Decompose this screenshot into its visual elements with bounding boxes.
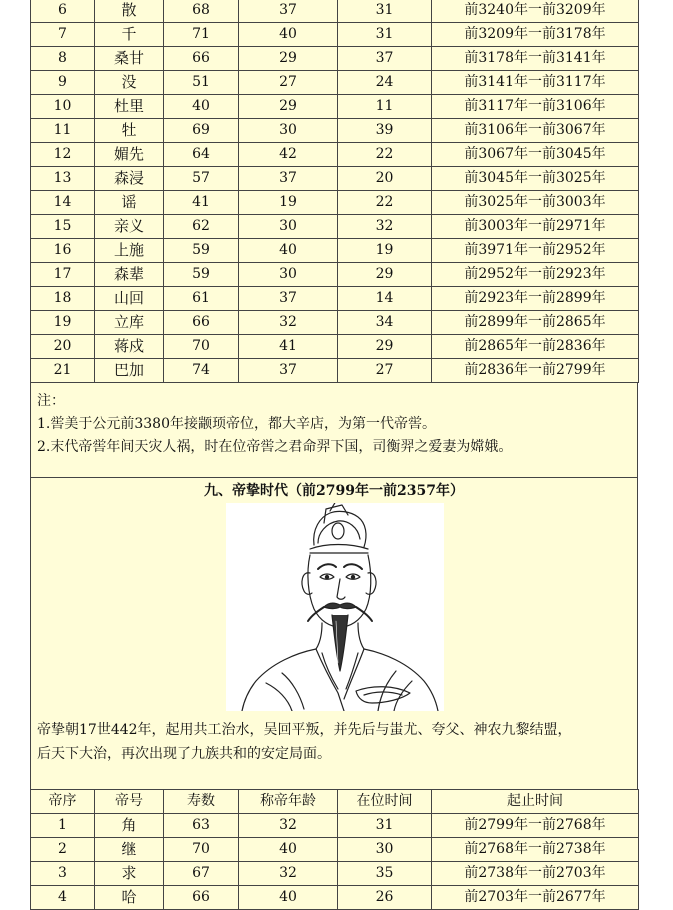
emperor-portrait <box>226 503 444 711</box>
accession-age-cell: 40 <box>239 239 338 263</box>
lifespan-cell: 71 <box>164 23 239 47</box>
table-row <box>31 886 639 910</box>
table-row <box>31 47 639 71</box>
table-row <box>31 71 639 95</box>
reign-length-cell: 29 <box>338 335 432 359</box>
period-cell: 前3045年一前3025年 <box>432 167 639 191</box>
reign-length-cell: 35 <box>338 862 432 886</box>
order-cell: 16 <box>31 239 95 263</box>
emperor-table-top-body <box>31 0 639 383</box>
notes-section <box>31 386 637 478</box>
emperor-table-bottom-body <box>31 814 639 910</box>
lifespan-cell: 74 <box>164 359 239 383</box>
reign-length-cell: 32 <box>338 215 432 239</box>
table-row <box>31 263 639 287</box>
accession-age-cell: 37 <box>239 359 338 383</box>
accession-age-cell: 27 <box>239 71 338 95</box>
order-cell: 14 <box>31 191 95 215</box>
order-cell: 18 <box>31 287 95 311</box>
reign-length-cell: 31 <box>338 0 432 23</box>
accession-age-cell: 40 <box>239 886 338 910</box>
order-cell: 10 <box>31 95 95 119</box>
header-lifespan: 寿数 <box>164 790 239 814</box>
period-cell: 前3971年一前2952年 <box>432 239 639 263</box>
table-row <box>31 862 639 886</box>
title-cell: 杜里 <box>95 95 164 119</box>
period-cell: 前3025年一前3003年 <box>432 191 639 215</box>
accession-age-cell: 40 <box>239 838 338 862</box>
table-row <box>31 119 639 143</box>
header-accession-age: 称帝年龄 <box>239 790 338 814</box>
period-cell: 前3209年一前3178年 <box>432 23 639 47</box>
era-heading: 九、帝挚时代（前2799年一前2357年） <box>204 483 464 499</box>
period-cell: 前3003年一前2971年 <box>432 215 639 239</box>
table-row <box>31 311 639 335</box>
header-order: 帝序 <box>31 790 95 814</box>
table-row <box>31 167 639 191</box>
lifespan-cell: 67 <box>164 862 239 886</box>
reign-length-cell: 22 <box>338 143 432 167</box>
period-cell: 前3178年一前3141年 <box>432 47 639 71</box>
table-row <box>31 335 639 359</box>
table-row <box>31 143 639 167</box>
notes-line-2: 2.末代帝喾年间天灾人祸，时在位帝喾之君命羿下国，司衡羿之爱妻为嫦娥。 <box>37 439 513 455</box>
title-cell: 桑甘 <box>95 47 164 71</box>
period-cell: 前3141年一前3117年 <box>432 71 639 95</box>
title-cell: 没 <box>95 71 164 95</box>
period-cell: 前3117年一前3106年 <box>432 95 639 119</box>
period-cell: 前2923年一前2899年 <box>432 287 639 311</box>
table-row <box>31 287 639 311</box>
accession-age-cell: 32 <box>239 814 338 838</box>
lifespan-cell: 59 <box>164 239 239 263</box>
lifespan-cell: 68 <box>164 0 239 23</box>
table-row <box>31 814 639 838</box>
title-cell: 角 <box>95 814 164 838</box>
order-cell: 7 <box>31 23 95 47</box>
era-description <box>31 718 637 766</box>
lifespan-cell: 66 <box>164 47 239 71</box>
title-cell: 上施 <box>95 239 164 263</box>
lifespan-cell: 66 <box>164 886 239 910</box>
table-row <box>31 95 639 119</box>
header-reign-length: 在位时间 <box>338 790 432 814</box>
order-cell: 17 <box>31 263 95 287</box>
reign-length-cell: 20 <box>338 167 432 191</box>
title-cell: 哈 <box>95 886 164 910</box>
lifespan-cell: 59 <box>164 263 239 287</box>
title-cell: 立库 <box>95 311 164 335</box>
reign-length-cell: 31 <box>338 814 432 838</box>
accession-age-cell: 32 <box>239 311 338 335</box>
title-cell: 巴加 <box>95 359 164 383</box>
title-cell: 散 <box>95 0 164 23</box>
lifespan-cell: 57 <box>164 167 239 191</box>
order-cell: 8 <box>31 47 95 71</box>
order-cell: 2 <box>31 838 95 862</box>
title-cell: 森浸 <box>95 167 164 191</box>
table-row <box>31 359 639 383</box>
era-description-line-1: 帝挚朝17世442年，起用共工治水，吴回平叛，并先后与蚩尤、夸父、神农九黎结盟， <box>37 722 572 738</box>
reign-length-cell: 31 <box>338 23 432 47</box>
accession-age-cell: 19 <box>239 191 338 215</box>
reign-length-cell: 14 <box>338 287 432 311</box>
lifespan-cell: 51 <box>164 71 239 95</box>
accession-age-cell: 40 <box>239 23 338 47</box>
accession-age-cell: 37 <box>239 167 338 191</box>
accession-age-cell: 32 <box>239 862 338 886</box>
period-cell: 前2899年一前2865年 <box>432 311 639 335</box>
notes-title: 注： <box>37 393 65 409</box>
lifespan-cell: 70 <box>164 838 239 862</box>
accession-age-cell: 30 <box>239 215 338 239</box>
period-cell: 前2703年一前2677年 <box>432 886 639 910</box>
lifespan-cell: 40 <box>164 95 239 119</box>
emperor-table-bottom <box>30 789 639 910</box>
accession-age-cell: 37 <box>239 0 338 23</box>
lifespan-cell: 61 <box>164 287 239 311</box>
title-cell: 亲义 <box>95 215 164 239</box>
order-cell: 11 <box>31 119 95 143</box>
order-cell: 20 <box>31 335 95 359</box>
reign-length-cell: 39 <box>338 119 432 143</box>
reign-length-cell: 29 <box>338 263 432 287</box>
table-row <box>31 23 639 47</box>
reign-length-cell: 30 <box>338 838 432 862</box>
period-cell: 前2865年一前2836年 <box>432 335 639 359</box>
accession-age-cell: 37 <box>239 287 338 311</box>
accession-age-cell: 29 <box>239 47 338 71</box>
order-cell: 21 <box>31 359 95 383</box>
period-cell: 前3106年一前3067年 <box>432 119 639 143</box>
lifespan-cell: 70 <box>164 335 239 359</box>
header-title: 帝号 <box>95 790 164 814</box>
reign-length-cell: 34 <box>338 311 432 335</box>
order-cell: 12 <box>31 143 95 167</box>
title-cell: 蒋戍 <box>95 335 164 359</box>
reign-length-cell: 24 <box>338 71 432 95</box>
title-cell: 求 <box>95 862 164 886</box>
order-cell: 9 <box>31 71 95 95</box>
accession-age-cell: 30 <box>239 119 338 143</box>
accession-age-cell: 29 <box>239 95 338 119</box>
table-row <box>31 191 639 215</box>
order-cell: 3 <box>31 862 95 886</box>
lifespan-cell: 64 <box>164 143 239 167</box>
period-cell: 前2738年一前2703年 <box>432 862 639 886</box>
order-cell: 15 <box>31 215 95 239</box>
accession-age-cell: 42 <box>239 143 338 167</box>
period-cell: 前2836年一前2799年 <box>432 359 639 383</box>
era-description-line-2: 后天下大治，再次出现了九族共和的安定局面。 <box>37 746 331 762</box>
title-cell: 千 <box>95 23 164 47</box>
title-cell: 谣 <box>95 191 164 215</box>
accession-age-cell: 41 <box>239 335 338 359</box>
reign-length-cell: 11 <box>338 95 432 119</box>
period-cell: 前2799年一前2768年 <box>432 814 639 838</box>
table-row <box>31 239 639 263</box>
period-cell: 前2768年一前2738年 <box>432 838 639 862</box>
table-header-row <box>31 790 639 814</box>
title-cell: 媚先 <box>95 143 164 167</box>
table-row <box>31 838 639 862</box>
reign-length-cell: 37 <box>338 47 432 71</box>
lifespan-cell: 62 <box>164 215 239 239</box>
table-row <box>31 215 639 239</box>
order-cell: 4 <box>31 886 95 910</box>
title-cell: 山回 <box>95 287 164 311</box>
reign-length-cell: 22 <box>338 191 432 215</box>
lifespan-cell: 66 <box>164 311 239 335</box>
period-cell: 前3240年一前3209年 <box>432 0 639 23</box>
table-row <box>31 0 639 23</box>
reign-length-cell: 26 <box>338 886 432 910</box>
emperor-table-top <box>30 0 639 383</box>
reign-length-cell: 19 <box>338 239 432 263</box>
title-cell: 继 <box>95 838 164 862</box>
accession-age-cell: 30 <box>239 263 338 287</box>
order-cell: 19 <box>31 311 95 335</box>
period-cell: 前3067年一前3045年 <box>432 143 639 167</box>
order-cell: 13 <box>31 167 95 191</box>
lifespan-cell: 63 <box>164 814 239 838</box>
header-period: 起止时间 <box>432 790 639 814</box>
lifespan-cell: 69 <box>164 119 239 143</box>
period-cell: 前2952年一前2923年 <box>432 263 639 287</box>
title-cell: 牡 <box>95 119 164 143</box>
lifespan-cell: 41 <box>164 191 239 215</box>
title-cell: 森辈 <box>95 263 164 287</box>
order-cell: 1 <box>31 814 95 838</box>
order-cell: 6 <box>31 0 95 23</box>
notes-line-1: 1.喾美于公元前3380年接颛顼帝位，都大辛店，为第一代帝喾。 <box>37 416 436 432</box>
reign-length-cell: 27 <box>338 359 432 383</box>
